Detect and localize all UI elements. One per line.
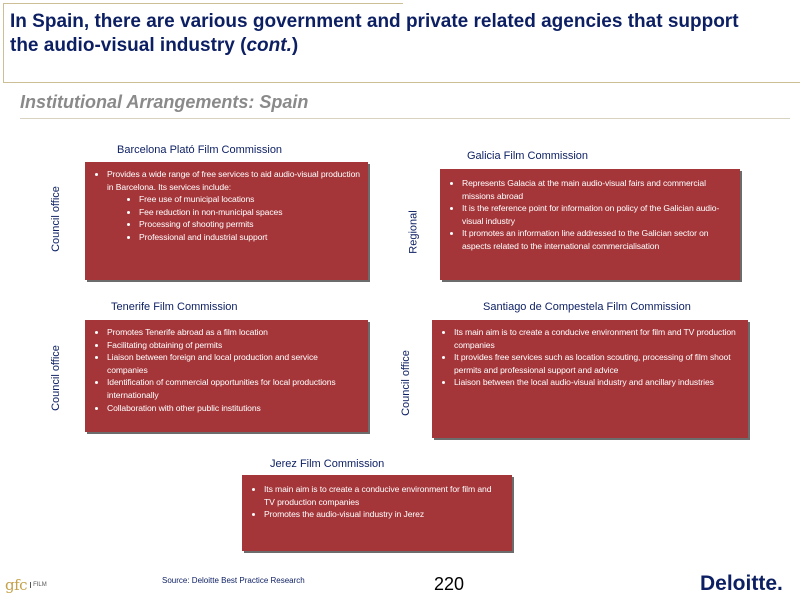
list-item: • Collaboration with other public institutions bbox=[107, 402, 360, 415]
santiago-side-label: Council office bbox=[399, 350, 412, 416]
tenerife-list bbox=[93, 326, 360, 414]
list-item: • Its main aim is to create a conducive environment for film and TV production companies bbox=[264, 483, 504, 508]
list-item: • Promotes Tenerife abroad as a film location bbox=[107, 326, 360, 339]
tenerife-side-label: Council office bbox=[49, 345, 62, 411]
title-emphasis: cont. bbox=[246, 35, 292, 56]
page-number: 220 bbox=[434, 574, 465, 594]
title-line-1: In Spain, there are various government and private related agencies that support bbox=[10, 11, 739, 32]
title-line-2: the audio-visual industry ( bbox=[10, 35, 247, 56]
sub-list-item: • Free use of municipal locations bbox=[139, 193, 360, 206]
list-item: • It is the reference point for information on policy of the Galician audio-visual industry bbox=[462, 202, 732, 227]
list-item: • Represents Galacia at the main audio-visual fairs and commercial missions abroad bbox=[462, 177, 732, 202]
section-subtitle: Institutional Arrangements: Spain bbox=[20, 92, 309, 112]
deloitte-logo: Deloitte. bbox=[700, 572, 783, 595]
jerez-card bbox=[242, 475, 512, 551]
gfc-logo bbox=[5, 576, 47, 594]
list-item: • Provides a wide range of free services to aid audio-visual production in Barcelona. Its services include: bbox=[107, 168, 360, 193]
tenerife-card-title: Tenerife Film Commission bbox=[111, 301, 238, 313]
slide-title bbox=[10, 10, 770, 58]
galicia-card bbox=[440, 169, 740, 280]
santiago-card-title: Santiago de Compestela Film Commission bbox=[483, 301, 691, 313]
galicia-list bbox=[448, 177, 732, 253]
sub-list-item: • Fee reduction in non-municipal spaces bbox=[139, 206, 360, 219]
list-item: • Identification of commercial opportunities for local productions internationally bbox=[107, 376, 360, 401]
source-note: Source: Deloitte Best Practice Research bbox=[162, 576, 305, 585]
list-item: • Promotes the audio-visual industry in Jerez bbox=[264, 508, 504, 521]
tenerife-card bbox=[85, 320, 368, 432]
gfc-logo-subtext: FILM bbox=[30, 582, 47, 588]
sub-list-item: • Processing of shooting permits bbox=[139, 218, 360, 231]
list-item: • Facilitating obtaining of permits bbox=[107, 339, 360, 352]
sub-list-item: • Professional and industrial support bbox=[139, 231, 360, 244]
subtitle-divider bbox=[20, 118, 790, 119]
barcelona-sublist bbox=[93, 193, 360, 243]
barcelona-card bbox=[85, 162, 368, 280]
list-item: • Liaison between foreign and local production and service companies bbox=[107, 351, 360, 376]
list-item: • Liaison between the local audio-visual industry and ancillary industries bbox=[454, 376, 740, 389]
gfc-logo-text: gfc bbox=[5, 576, 28, 594]
barcelona-list bbox=[93, 168, 360, 193]
galicia-side-label: Regional bbox=[407, 210, 420, 254]
title-line-2-end: ) bbox=[291, 35, 299, 56]
jerez-list bbox=[250, 483, 504, 521]
barcelona-side-label: Council office bbox=[49, 186, 62, 252]
list-item: • It provides free services such as location scouting, processing of film shoot permits and professional support and advice bbox=[454, 351, 740, 376]
santiago-card bbox=[432, 320, 748, 438]
santiago-list bbox=[440, 326, 740, 389]
list-item: • It promotes an information line addressed to the Galician sector on aspects related to the international commercialisation bbox=[462, 227, 732, 252]
list-item: • Its main aim is to create a conducive environment for film and TV production companies bbox=[454, 326, 740, 351]
jerez-card-title: Jerez Film Commission bbox=[270, 458, 385, 470]
galicia-card-title: Galicia Film Commission bbox=[467, 150, 589, 162]
barcelona-card-title: Barcelona Plató Film Commission bbox=[117, 144, 283, 156]
